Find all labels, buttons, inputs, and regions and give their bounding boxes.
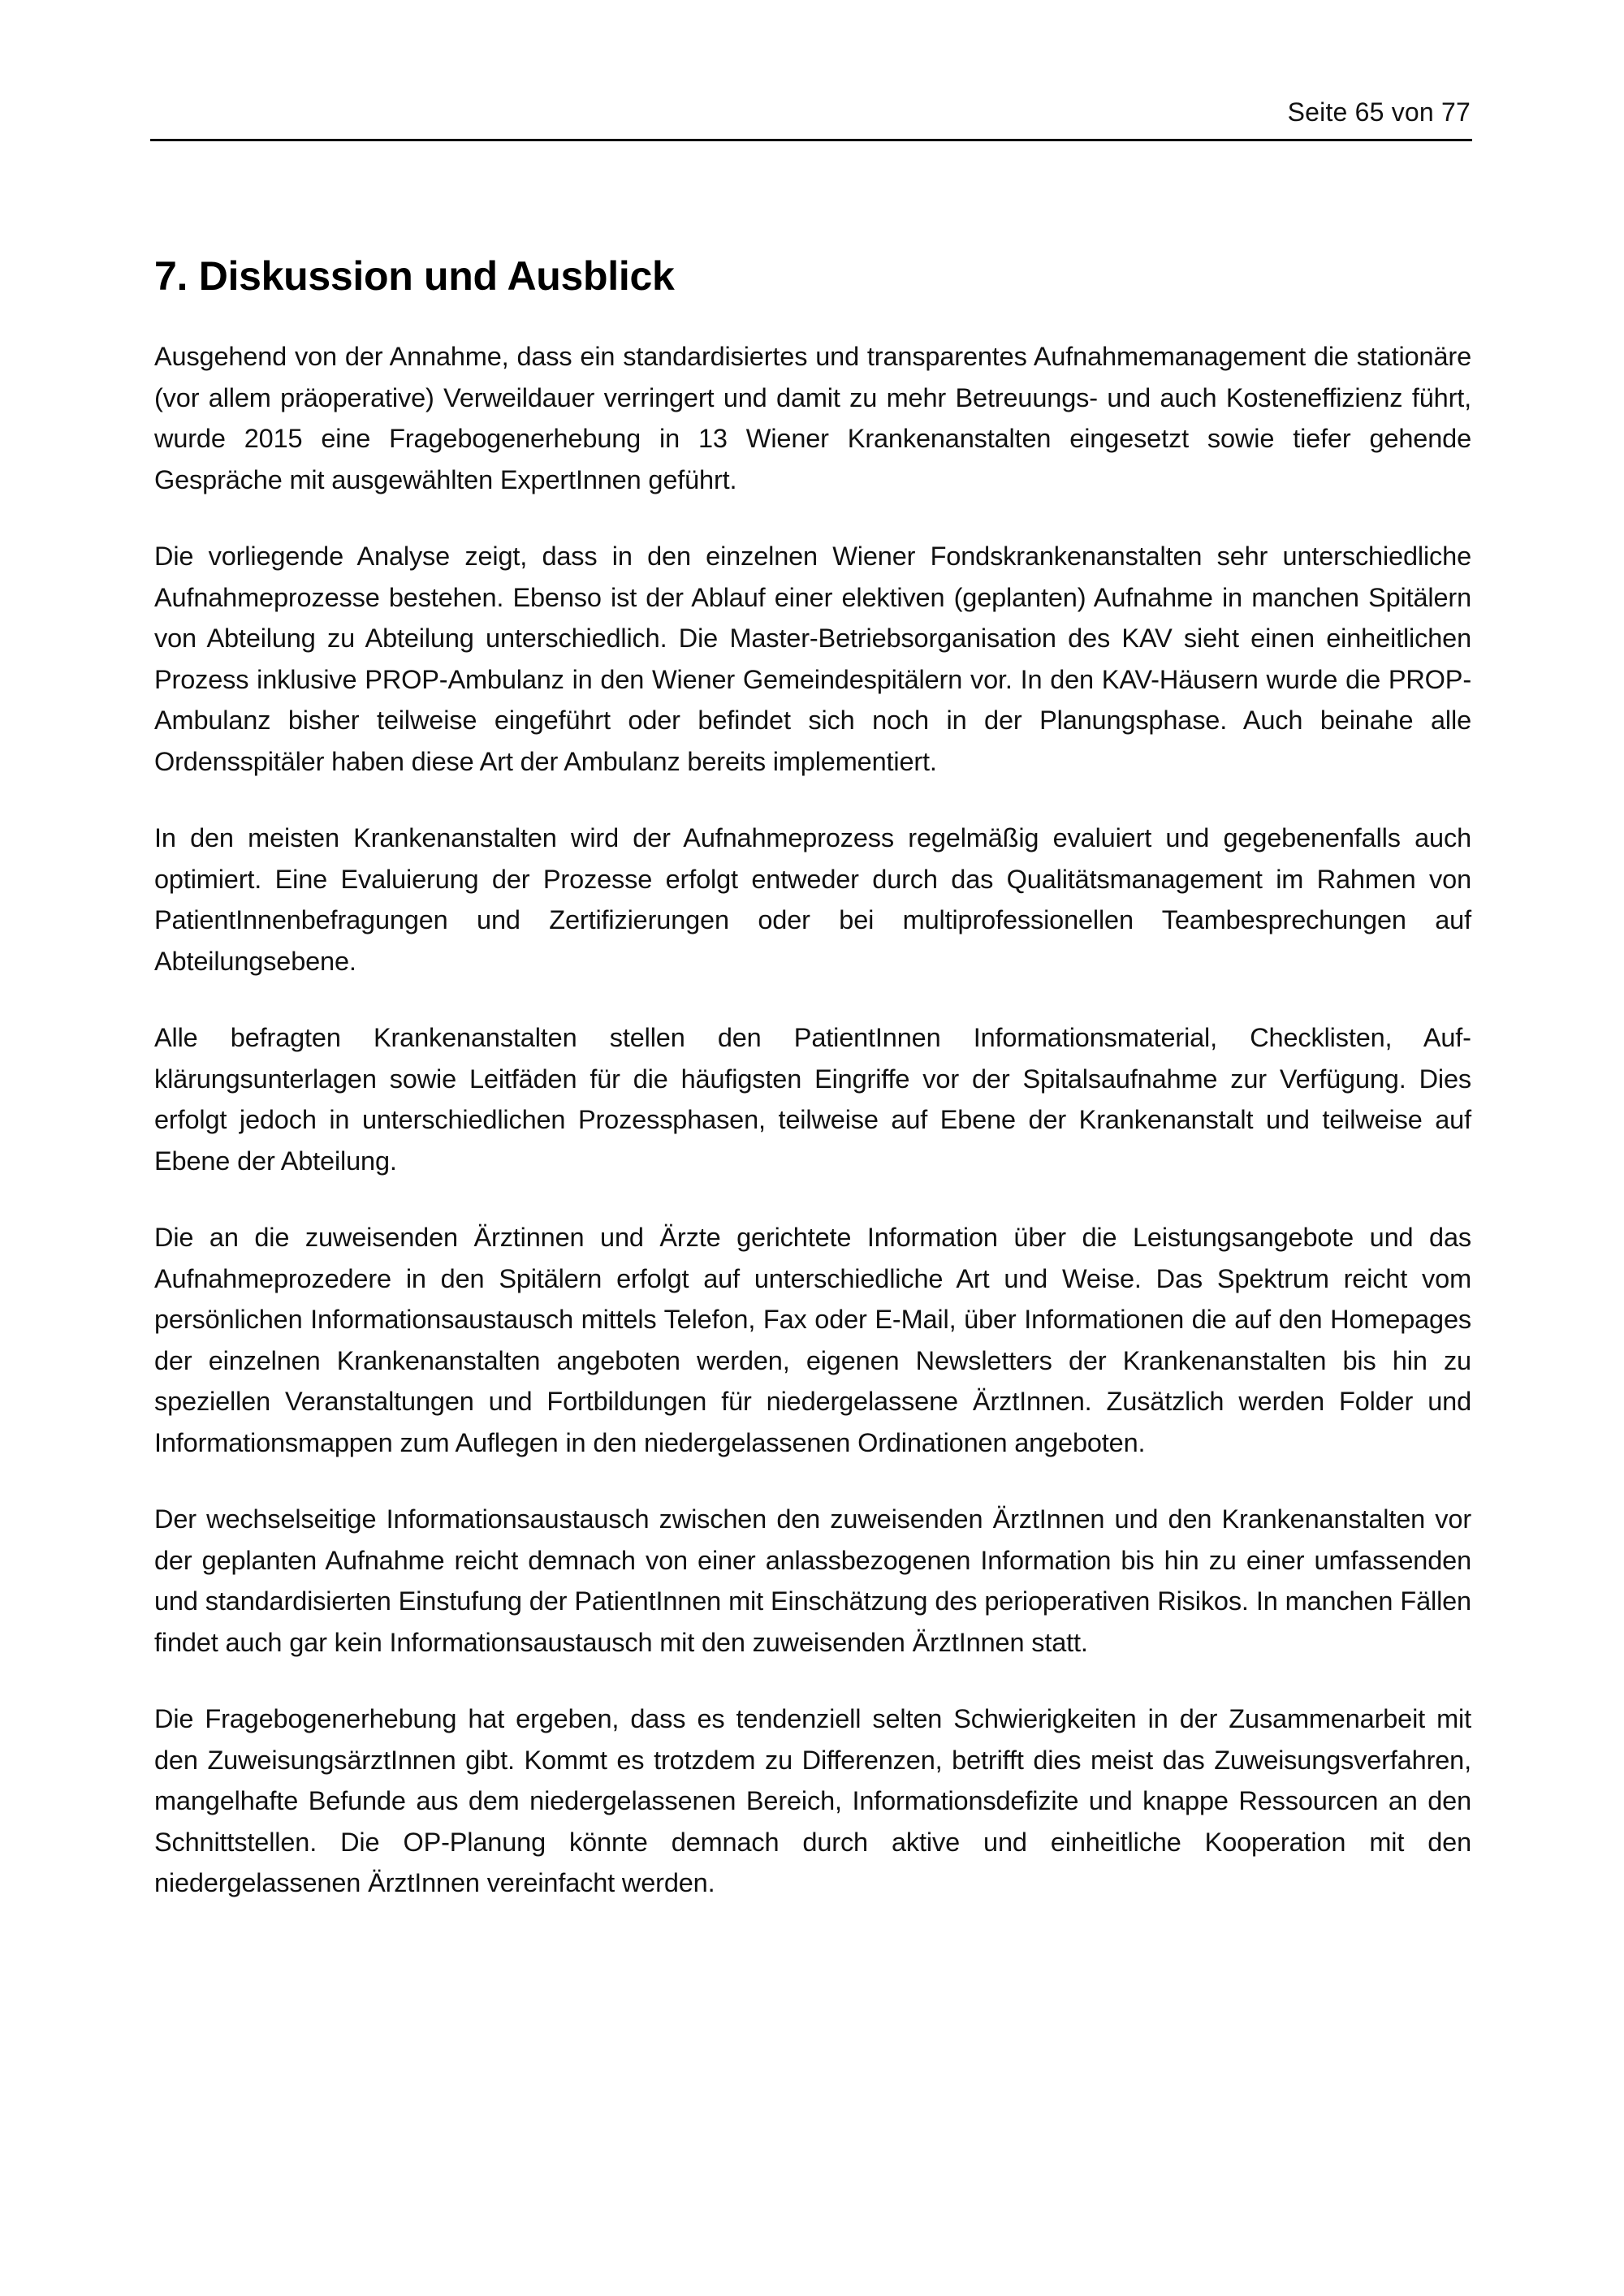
- page-header: [150, 0, 1472, 142]
- header-divider: [150, 139, 1472, 141]
- chapter-title: 7. Diskussion und Ausblick: [154, 253, 675, 299]
- paragraph-information-exchange: Der wechselseitige Informationsaustausch zwischen den zuweisenden ÄrztInnen und den Krankenanstalten vor der geplanten Aufnahme reicht demnach von einer anlassbezogenen Information bis hin zu einer umfassenden und standardisierten Einstufung der PatientInnen mit Einschätzung des perioperativen Risikos. In manchen Fällen findet auch gar kein Informationsaustausch mit den zuweisenden ÄrztInnen statt.: [154, 1504, 1471, 1657]
- paragraph-collaboration-findings: Die Fragebogenerhebung hat ergeben, dass es tendenziell selten Schwierigkeiten in der Zusammenarbeit mit den ZuweisungsärztInnen gibt. Kommt es trotzdem zu Differenzen, betrifft dies meist das Zuweisungsverfahren, mangelhafte Befunde aus dem niedergelassenen Bereich, Informationsdefizite und knappe Ressourcen an den Schnittstellen. Die OP-Planung könnte demnach durch aktive und einheitliche Kooperation mit den niedergelassenen ÄrztInnen vereinfacht werden.: [154, 1704, 1471, 1897]
- page-content: [154, 252, 1471, 1940]
- paragraph-admission-processes: Die vorliegende Analyse zeigt, dass in den einzelnen Wiener Fondskrankenanstalten sehr unterschiedliche Aufnahmeprozesse bestehen. Ebenso ist der Ablauf einer elektiven (geplanten) Aufnahme in manchen Spitälern von Abteilung zu Abteilung unterschiedlich. Die Master-Betriebsorganisation des KAV sieht einen einheitlichen Prozess inklusive PROP-Ambulanz in den Wiener Gemeindespitälern vor. In den KAV-Häusern wurde die PROP-Ambulanz bisher teilweise eingeführt oder befindet sich noch in der Planungsphase. Auch beinahe alle Ordensspitäler haben diese Art der Ambulanz bereits implementiert.: [154, 542, 1471, 776]
- paragraph-evaluation: In den meisten Krankenanstalten wird der Aufnahmeprozess regelmäßig evaluiert und gegebenenfalls auch optimiert. Eine Evaluierung der Prozesse erfolgt entweder durch das Qualitätsmanagement im Rahmen von PatientInnenbefragungen und Zertifizierungen oder bei multiprofessionellen Teambesprechungen auf Abteilungsebene.: [154, 823, 1471, 976]
- paragraph-intro: Ausgehend von der Annahme, dass ein standardisiertes und transparentes Aufnahmemanagement die stationäre (vor allem präoperative) Verweildauer verringert und damit zu mehr Betreuungs- und auch Kosteneffizienz führt, wurde 2015 eine Fragebogenerhebung in 13 Wiener Krankenanstalten eingesetzt sowie tiefer gehende Gespräche mit ausgewählten ExpertInnen geführt.: [154, 342, 1471, 494]
- page-number: Seite 65 von 77: [1287, 97, 1471, 127]
- paragraph-patient-information: Alle befragten Krankenanstalten stellen den PatientInnen Informationsmaterial, Checklisten, Aufklärungsunterlagen sowie Leitfäden für die häufigsten Eingriffe vor der Spitalsaufnahme zur Verfügung. Dies erfolgt jedoch in unterschiedlichen Prozessphasen, teilweise auf Ebene der Krankenanstalt und teilweise auf Ebene der Abteilung.: [154, 1023, 1471, 1176]
- paragraph-physician-information: Die an die zuweisenden Ärztinnen und Ärzte gerichtete Information über die Leistungsangebote und das Aufnahmeprozedere in den Spitälern erfolgt auf unterschiedliche Art und Weise. Das Spektrum reicht vom persönlichen Informationsaustausch mittels Telefon, Fax oder E-Mail, über Informationen die auf den Homepages der einzelnen Krankenanstalten angeboten werden, eigenen Newsletters der Krankenanstalten bis hin zu speziellen Veranstaltungen und Fortbildungen für niedergelassene ÄrztInnen. Zusätzlich werden Folder und Informationsmappen zum Auflegen in den niedergelassenen Ordinationen angeboten.: [154, 1223, 1471, 1457]
